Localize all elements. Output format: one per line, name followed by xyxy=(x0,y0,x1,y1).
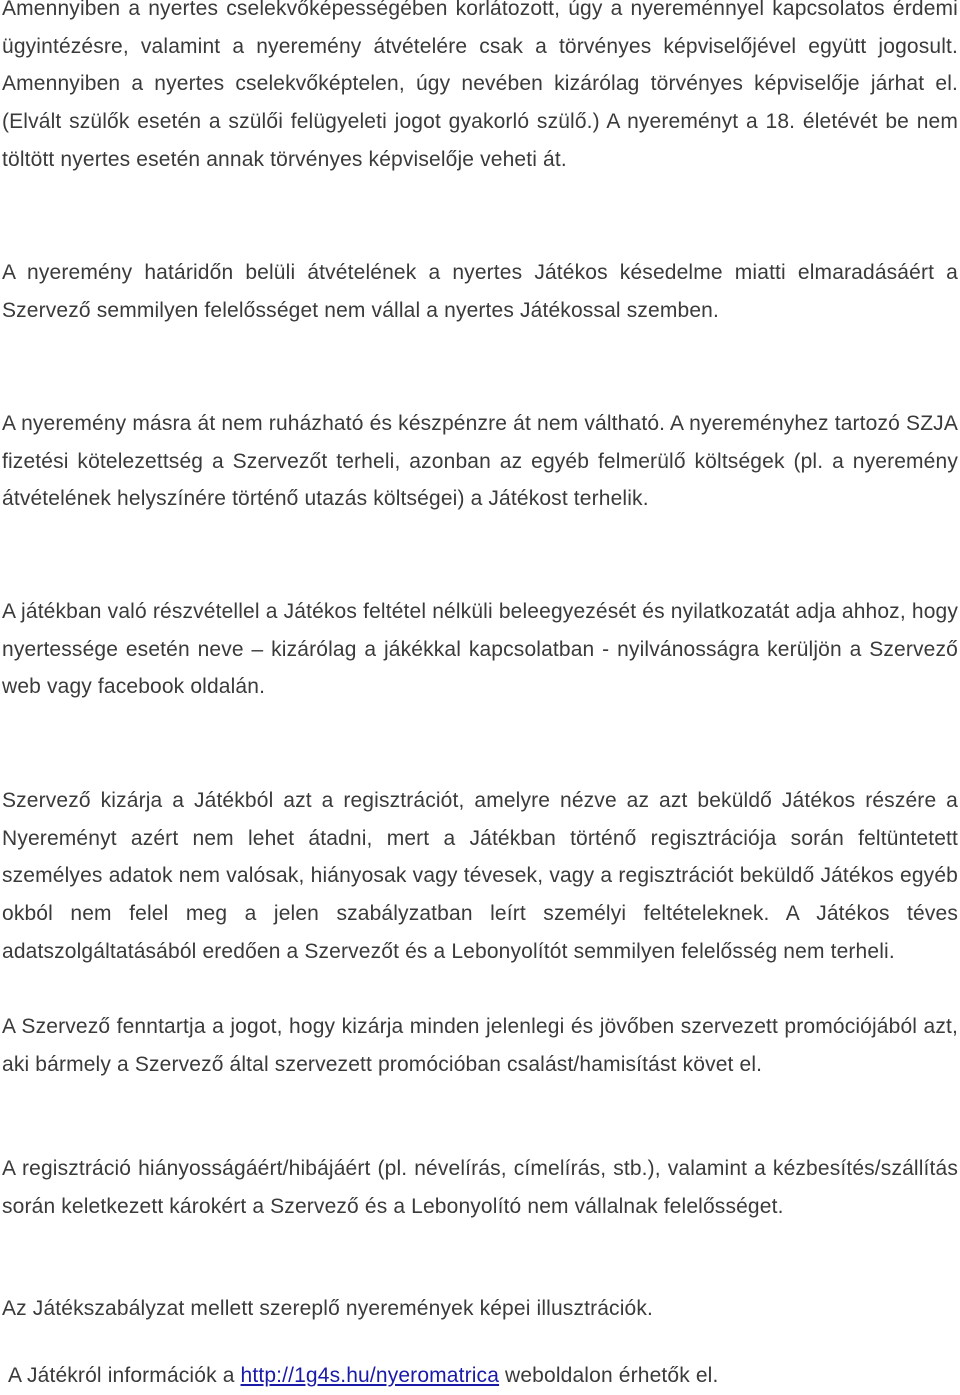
paragraph-minor-winner-representation: Amennyiben a nyertes cselekvőképességében korlátozott, úgy a nyereménnyel kapcsolatos érdemi ügyintézésre, valamint a nyeremény átvételére csak a törvényes képviselőjével együtt jogosult. Amennyiben a nyertes cselekvőképtelen, úgy nevében kizárólag törvényes képviselője járhat el. (Elvált szülők esetén a szülői felügyeleti jogot gyakorló szülő.) A nyereményt a 18. életévét be nem töltött nyertes esetén annak törvényes képviselője veheti át. xyxy=(2,0,958,171)
website-link[interactable]: http://1g4s.hu/nyeromatrica xyxy=(240,1364,500,1387)
footer-prefix-text: A Játékról információk a xyxy=(8,1364,241,1387)
paragraph-prize-transfer-tax: A nyeremény másra át nem ruházható és készpénzre át nem váltható. A nyereményhez tartozó SZJA fizetési kötelezettség a Szervezőt terheli, azonban az egyéb felmerülő költségek (pl. a nyeremény átvételének helyszínére történő utazás költségei) a Játékost terhelik. xyxy=(2,412,958,511)
paragraph-illustrations-note: Az Játékszabályzat mellett szereplő nyeremények képei illusztrációk. xyxy=(2,1297,653,1320)
footer-info-line xyxy=(8,1357,958,1395)
paragraph-registration-exclusion: Szervező kizárja a Játékból azt a regisztrációt, amelyre nézve az azt beküldő Játékos részére a Nyereményt azért nem lehet átadni, mert a Játékban történő regisztrációja során feltüntetett személyes adatok nem valósak, hiányosak vagy tévesek, vagy a regisztrációt beküldő Játékos egyéb okból nem felel meg a jelen szabályzatban leírt személyi feltételeknek. A Játékos téves adatszolgáltatásából eredően a Szervezőt és a Lebonyolítót semmilyen felelősség nem terheli. xyxy=(2,789,958,963)
footer-suffix-text: weboldalon érhetők el. xyxy=(499,1364,719,1387)
paragraph-publicity-consent: A játékban való részvétellel a Játékos feltétel nélküli beleegyezését és nyilatkozatát adja ahhoz, hogy nyertessége esetén neve – kizárólag a jákékkal kapcsolatban - nyilvánosságra kerüljön a Szervező web vagy facebook oldalán. xyxy=(2,600,958,699)
paragraph-late-collection-liability: A nyeremény határidőn belüli átvételének a nyertes Játékos késedelme miatti elmaradásáért a Szervező semmilyen felelősséget nem vállal a nyertes Játékossal szemben. xyxy=(2,261,958,322)
paragraph-fraud-exclusion: A Szervező fenntartja a jogot, hogy kizárja minden jelenlegi és jövőben szervezett promóciójából azt, aki bármely a Szervező által szervezett promócióban csalást/hamisítást követ el. xyxy=(2,1015,958,1076)
paragraph-registration-error-liability: A regisztráció hiányosságáért/hibájáért (pl. névelírás, címelírás, stb.), valamint a kézbesítés/szállítás során keletkezett károkért a Szervező és a Lebonyolító nem vállalnak felelősséget. xyxy=(2,1157,958,1218)
